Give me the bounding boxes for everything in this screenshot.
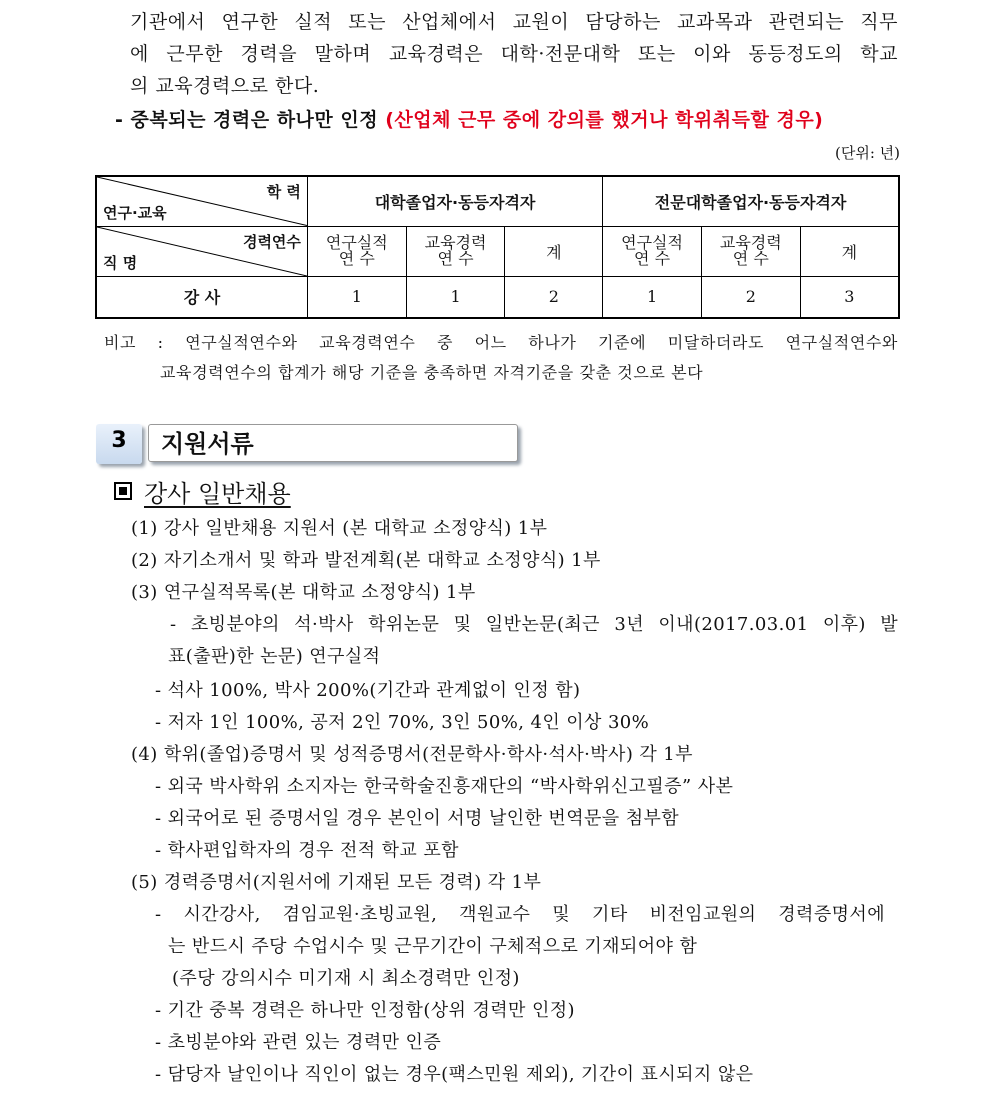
col-edu-years-2 bbox=[701, 226, 800, 276]
value-cell: 1 bbox=[406, 276, 505, 318]
subsection-title: 강사 일반채용 bbox=[144, 480, 291, 508]
remark-line-1: 비고 : 연구실적연수와 교육경력연수 중 어느 하나가 기준에 미달하더라도 연구실적연수와 bbox=[104, 333, 898, 352]
corner-years-label: 경력연수 bbox=[242, 232, 301, 251]
intro-line-1: 기관에서 연구한 실적 또는 산업체에서 교원이 담당하는 교과목과 관련되는 직무 bbox=[130, 11, 898, 33]
corner-research-edu-label: 연구·교육 bbox=[103, 203, 167, 222]
doc-item-5-detail-1-note: (주당 강의시수 미기재 시 최소경력만 인정) bbox=[172, 968, 520, 989]
doc-item-5-detail-4: - 담당자 날인이나 직인이 없는 경우(팩스민원 제외), 기간이 표시되지 않은 bbox=[155, 1064, 754, 1085]
intro-line-3: 의 교육경력으로 한다. bbox=[130, 75, 320, 97]
corner-header-cell bbox=[96, 176, 307, 226]
unit-label: (단위: 년) bbox=[835, 144, 900, 162]
doc-item-4-detail-3: - 학사편입학자의 경우 전적 학교 포함 bbox=[155, 840, 459, 861]
col-total: 계 bbox=[505, 226, 603, 276]
doc-item-4-detail-1: - 외국 박사학위 소지자는 한국학술진흥재단의 “박사학위신고필증” 사본 bbox=[155, 776, 734, 797]
doc-item-4: (4) 학위(졸업)증명서 및 성적증명서(전문학사·학사·석사·박사) 각 1부 bbox=[131, 744, 693, 765]
col-total-2: 계 bbox=[800, 226, 899, 276]
value-cell: 1 bbox=[603, 276, 702, 318]
group-university-header: 대학졸업자·동등자격자 bbox=[307, 176, 602, 226]
corner-degree-label: 학 력 bbox=[266, 183, 301, 201]
corner-position-label: 직 명 bbox=[103, 253, 138, 272]
doc-item-3-detail-1-cont: 표(출판)한 논문) 연구실적 bbox=[168, 646, 381, 667]
col-edu-years-2-top: 교육경력 bbox=[719, 233, 782, 252]
section-title: 지원서류 bbox=[148, 424, 518, 462]
col-research-years-bottom: 연 수 bbox=[338, 249, 375, 268]
value-cell: 3 bbox=[800, 276, 899, 318]
col-edu-years bbox=[406, 226, 505, 276]
intro-line-2: 에 근무한 경력을 말하며 교육경력은 대학·전문대학 또는 이와 동등정도의 학교 bbox=[130, 43, 898, 65]
doc-item-5-detail-1: - 시간강사, 겸임교원·초빙교원, 객원교수 및 기타 비전임교원의 경력증명서에 bbox=[155, 904, 885, 925]
value-cell: 2 bbox=[505, 276, 603, 318]
row-lecturer-label: 강 사 bbox=[96, 276, 307, 318]
doc-item-3-detail-3: - 저자 1인 100%, 공저 2인 70%, 3인 50%, 4인 이상 30% bbox=[155, 712, 650, 733]
col-edu-years-top: 교육경력 bbox=[424, 233, 487, 252]
value-cell: 2 bbox=[701, 276, 800, 318]
career-requirements-table bbox=[95, 175, 900, 319]
col-research-years-2 bbox=[603, 226, 702, 276]
col-research-years bbox=[307, 226, 406, 276]
doc-item-2: (2) 자기소개서 및 학과 발전계획(본 대학교 소정양식) 1부 bbox=[131, 550, 601, 571]
subsection-heading bbox=[114, 474, 291, 509]
filled-square-icon bbox=[114, 482, 132, 500]
duplicate-career-note bbox=[115, 104, 823, 136]
group-college-header: 전문대학졸업자·동등자격자 bbox=[603, 176, 899, 226]
doc-item-3-detail-1: - 초빙분야의 석·박사 학위논문 및 일반논문(최근 3년 이내(2017.03.01 이후) 발 bbox=[170, 614, 898, 635]
col-edu-years-bottom: 연 수 bbox=[437, 249, 474, 268]
doc-item-1: (1) 강사 일반채용 지원서 (본 대학교 소정양식) 1부 bbox=[131, 518, 548, 539]
section-number: 3 bbox=[96, 424, 142, 464]
doc-item-5: (5) 경력증명서(지원서에 기재된 모든 경력) 각 1부 bbox=[131, 872, 542, 893]
col-research-years-2-top: 연구실적 bbox=[621, 233, 683, 252]
col-research-years-2-bottom: 연 수 bbox=[634, 249, 671, 268]
doc-item-4-detail-2: - 외국어로 된 증명서일 경우 본인이 서명 날인한 번역문을 첨부함 bbox=[155, 808, 680, 829]
doc-item-3-detail-2: - 석사 100%, 박사 200%(기간과 관계없이 인정 함) bbox=[155, 680, 581, 701]
col-research-years-top: 연구실적 bbox=[325, 233, 388, 252]
doc-item-5-detail-1-cont: 는 반드시 주당 수업시수 및 근무기간이 구체적으로 기재되어야 함 bbox=[168, 936, 698, 957]
doc-item-5-detail-3: - 초빙분야와 관련 있는 경력만 인증 bbox=[155, 1032, 442, 1053]
value-cell: 1 bbox=[307, 276, 406, 318]
duplicate-career-condition: (산업체 근무 중에 강의를 했거나 학위취득할 경우) bbox=[385, 109, 824, 131]
doc-item-5-detail-2: - 기간 중복 경력은 하나만 인정함(상위 경력만 인정) bbox=[155, 1000, 575, 1021]
remark-line-2: 교육경력연수의 합계가 해당 기준을 충족하면 자격기준을 갖춘 것으로 본다 bbox=[160, 363, 704, 382]
col-edu-years-2-bottom: 연 수 bbox=[732, 249, 769, 268]
doc-item-3: (3) 연구실적목록(본 대학교 소정양식) 1부 bbox=[131, 582, 476, 603]
duplicate-career-text: - 중복되는 경력은 하나만 인정 bbox=[115, 109, 386, 131]
corner-years-cell bbox=[96, 226, 307, 276]
